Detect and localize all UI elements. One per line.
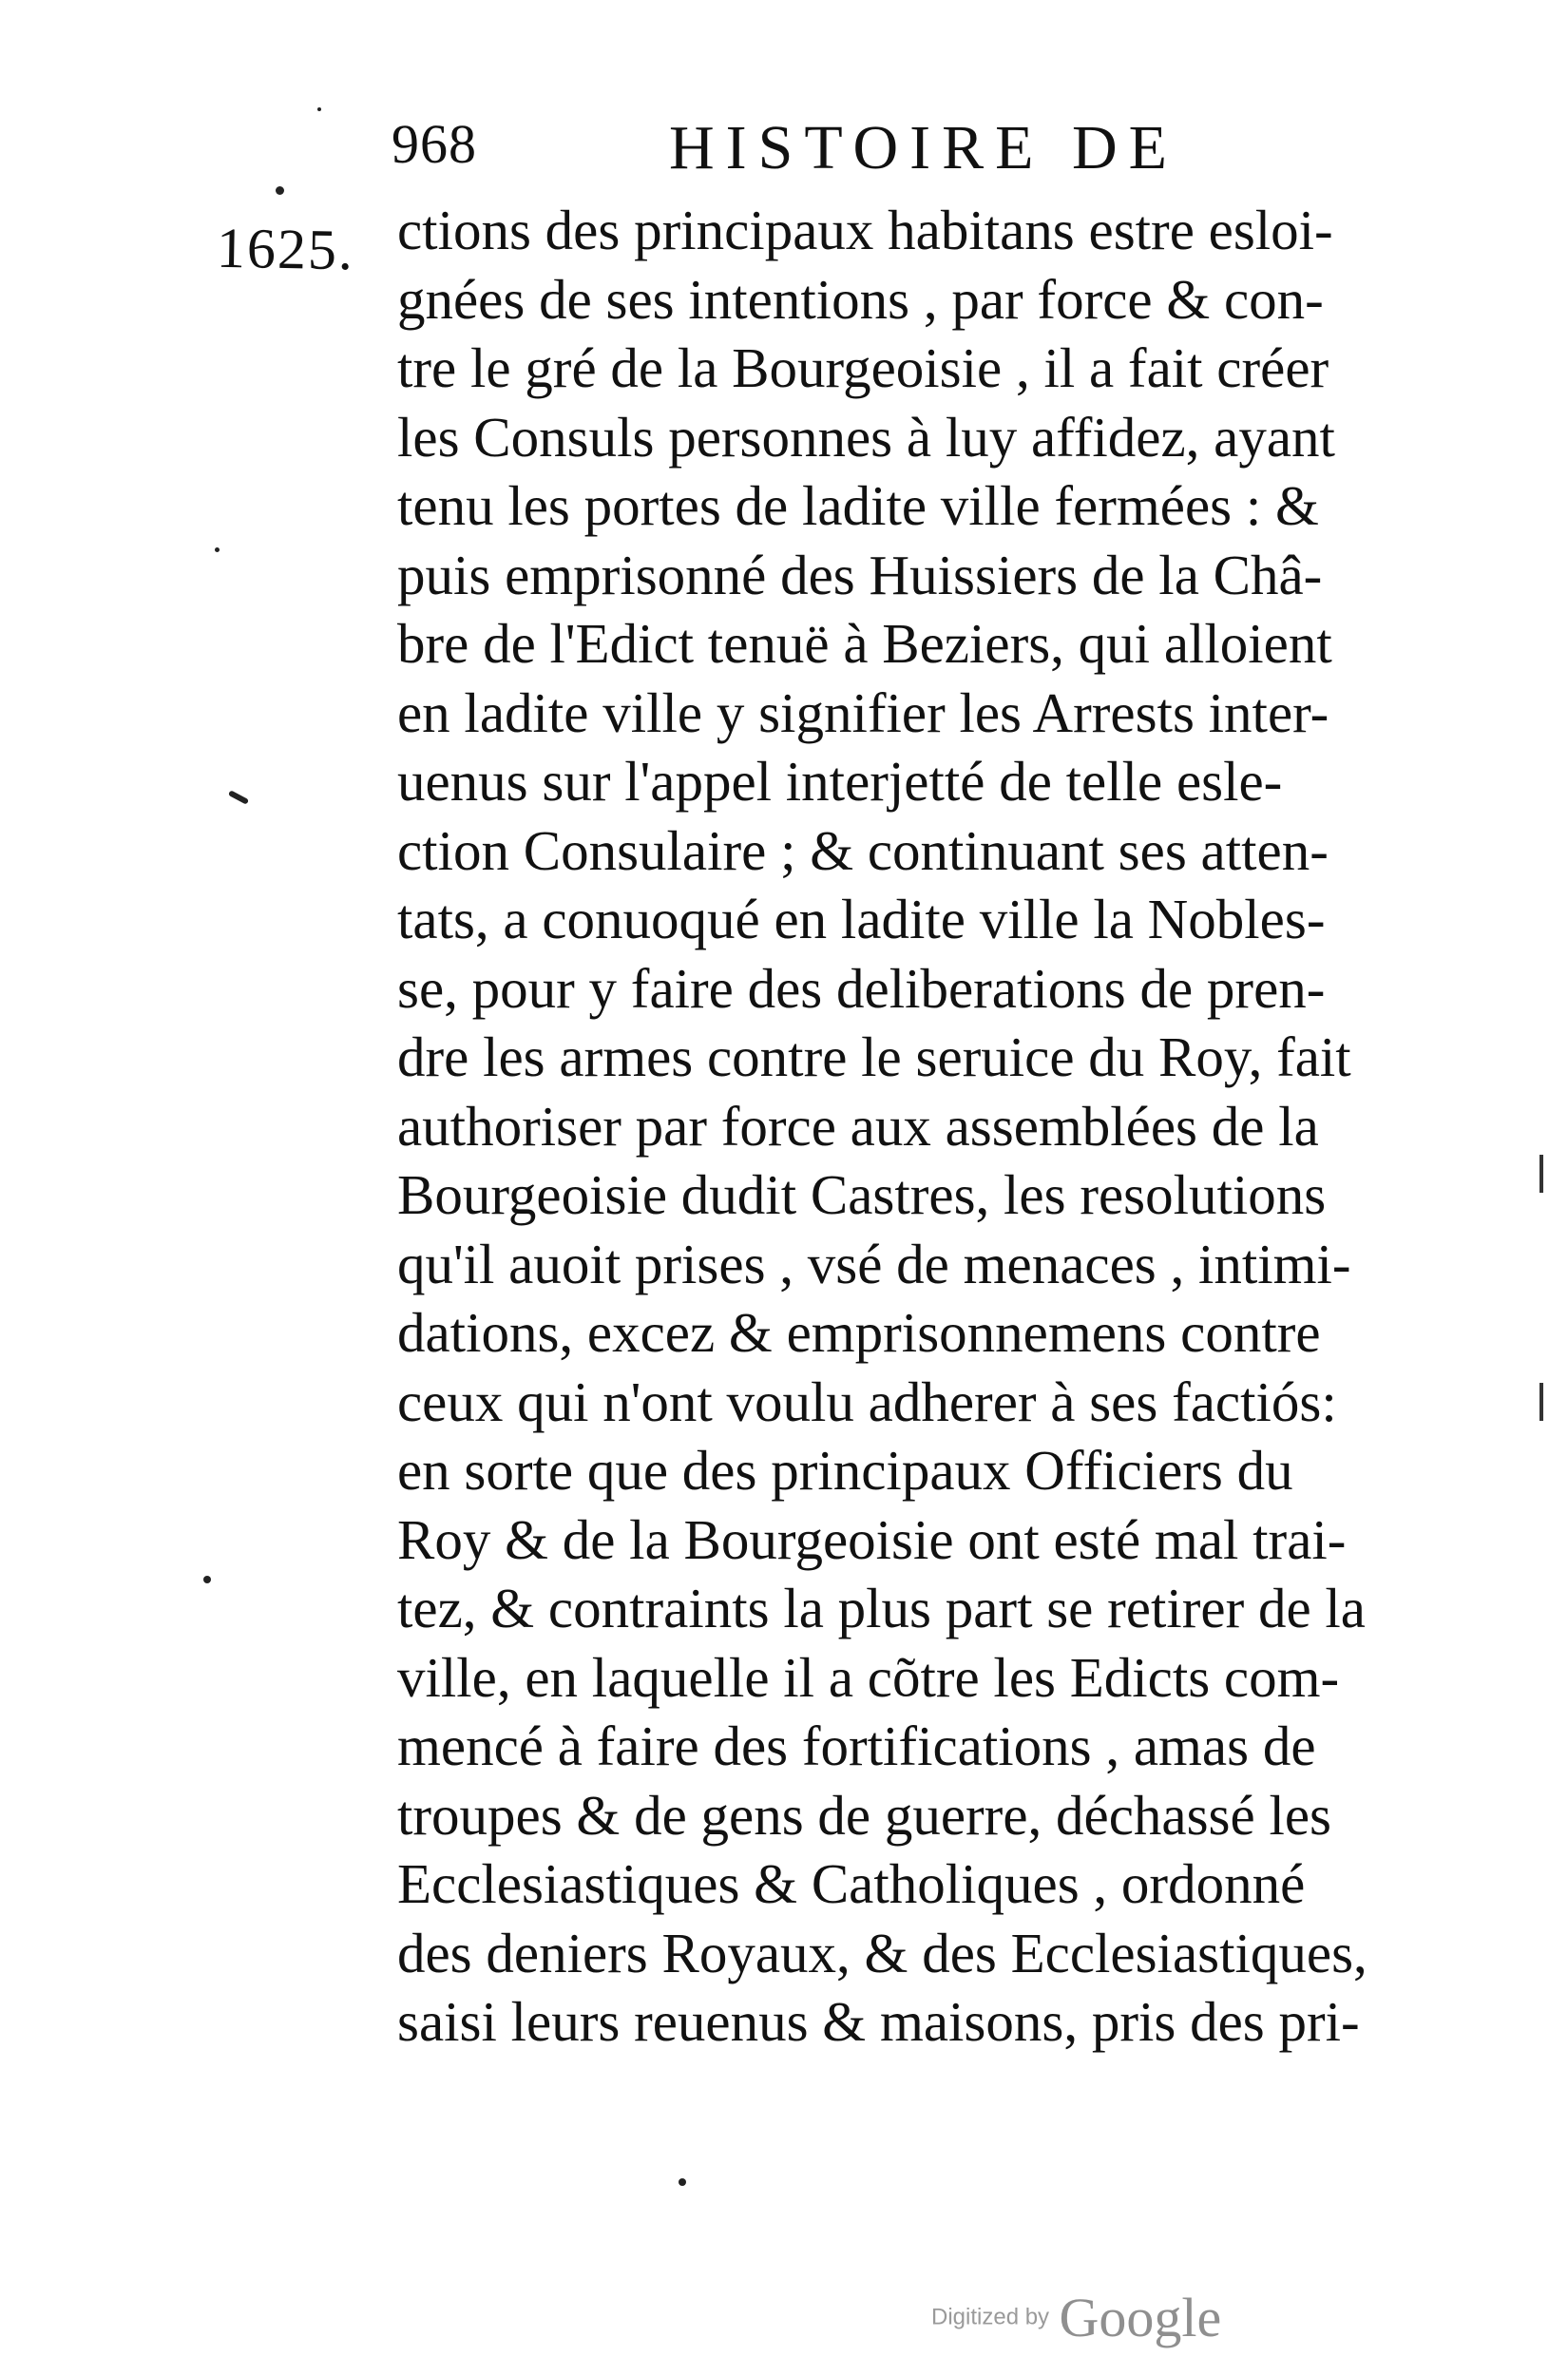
text-line: dations, excez & emprisonnemens contre — [397, 1301, 1321, 1364]
text-line: Roy & de la Bourgeoisie ont esté mal trai- — [397, 1507, 1347, 1571]
ink-speck — [317, 107, 321, 111]
text-line: bre de l'Edict tenuë à Beziers, qui alloient — [397, 612, 1332, 675]
text-line: gnées de ses intentions , par force & con- — [397, 267, 1324, 331]
text-line: qu'il auoit prises , vsé de menaces , intimi- — [397, 1232, 1351, 1295]
page-edge-mark — [1539, 1155, 1543, 1193]
text-line: troupes & de gens de guerre, déchassé les — [397, 1783, 1331, 1847]
digitized-watermark — [931, 2286, 1221, 2349]
ink-speck — [679, 2178, 686, 2186]
page-edge-mark — [1539, 1383, 1543, 1421]
text-line: tenu les portes de ladite ville fermées : & — [397, 474, 1319, 537]
text-line: authoriser par force aux assemblées de la — [397, 1094, 1319, 1158]
ink-speck — [228, 790, 249, 805]
page-number: 968 — [392, 113, 477, 175]
text-line: saisi leurs reuenus & maisons, pris des pri- — [397, 1990, 1360, 2053]
text-line: tats, a conuoqué en ladite ville la Nobles- — [397, 888, 1326, 950]
text-line: ctions des principaux habitans estre esloi- — [397, 199, 1333, 261]
body-text — [397, 196, 1519, 2057]
ink-speck — [215, 547, 220, 552]
text-line: se, pour y faire des deliberations de pren- — [397, 956, 1326, 1020]
text-line: dre les armes contre le seruice du Roy, fait — [397, 1025, 1351, 1088]
running-head: HISTOIRE DE — [669, 113, 1178, 182]
text-line: Bourgeoisie dudit Castres, les resolutions — [397, 1163, 1327, 1226]
text-line: puis emprisonné des Huissiers de la Châ- — [397, 543, 1323, 606]
ink-speck — [276, 186, 284, 195]
text-line: Ecclesiastiques & Catholiques , ordonné — [397, 1852, 1306, 1915]
google-logo: Google — [1059, 2287, 1222, 2348]
text-line: en ladite ville y signifier les Arrests inter- — [397, 680, 1329, 744]
ink-speck — [203, 1576, 211, 1583]
text-line: ceux qui n'ont voulu adherer à ses factiós: — [397, 1370, 1337, 1433]
text-line: ction Consulaire ; & continuant ses atten- — [397, 818, 1329, 882]
text-line: ville, en laquelle il a cõtre les Edicts com- — [397, 1645, 1340, 1709]
text-line: tre le gré de la Bourgeoisie , il a fait créer — [397, 336, 1329, 399]
text-line: uenus sur l'appel interjetté de telle esle- — [397, 750, 1283, 813]
text-line: des deniers Royaux, & des Ecclesiastiques, — [397, 1921, 1367, 1984]
page-header — [392, 112, 1342, 188]
marginal-year: 1625. — [216, 216, 355, 282]
text-line: mencé à faire des fortifications , amas de — [397, 1715, 1316, 1777]
text-line: les Consuls personnes à luy affidez, ayant — [397, 405, 1335, 469]
text-line: en sorte que des principaux Officiers du — [397, 1439, 1293, 1502]
text-line: tez, & contraints la plus part se retirer de la — [397, 1577, 1366, 1639]
digitized-by-label: Digitized by — [931, 2304, 1050, 2330]
